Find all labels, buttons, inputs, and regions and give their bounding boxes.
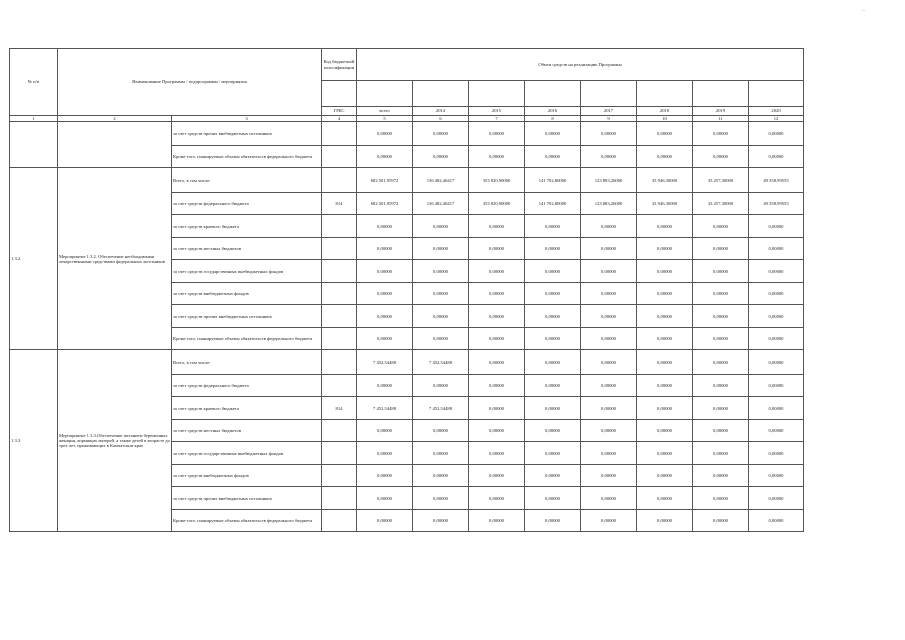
row-label: за счет средств внебюджетных фондов <box>172 283 322 305</box>
value-cell: 0,00000 <box>357 283 413 305</box>
value-cell: 0,00000 <box>637 215 693 238</box>
value-cell: 0,00000 <box>357 487 413 510</box>
value-cell: 0,00000 <box>525 238 581 260</box>
value-cell: 0,00000 <box>357 215 413 238</box>
value-cell: 0,00000 <box>469 305 525 328</box>
value-cell: 0,00000 <box>693 487 749 510</box>
value-cell: 0,00000 <box>413 146 469 168</box>
value-cell: 353 820,90000 <box>469 168 525 193</box>
value-cell: 0,00000 <box>637 238 693 260</box>
grbs-code <box>322 465 357 487</box>
value-cell: 0,00000 <box>749 420 804 442</box>
grbs-code <box>322 146 357 168</box>
row-label: Всего, в том числе: <box>172 350 322 375</box>
header-grbs: ГРБС <box>322 107 357 116</box>
value-cell: 0,00000 <box>693 122 749 146</box>
value-cell: 0,00000 <box>637 260 693 283</box>
value-cell: 0,00000 <box>693 260 749 283</box>
header-kbk: Код бюджетной классификации <box>322 49 357 81</box>
grbs-code <box>322 487 357 510</box>
value-cell: 0,00000 <box>525 375 581 397</box>
value-cell: 0,00000 <box>525 397 581 420</box>
value-cell: 0,00000 <box>469 238 525 260</box>
value-cell: 0,00000 <box>581 260 637 283</box>
value-cell: 0,00000 <box>637 465 693 487</box>
value-cell: 0,00000 <box>581 238 637 260</box>
value-cell: 0,00000 <box>581 215 637 238</box>
row-label: за счет средств прочих внебюджетных источников <box>172 487 322 510</box>
grbs-code <box>322 375 357 397</box>
column-index: 2 <box>58 116 172 122</box>
section-number: 1.3.2. <box>10 168 58 350</box>
header-blank <box>581 81 637 107</box>
value-cell: 0,00000 <box>413 328 469 350</box>
value-cell: 0,00000 <box>637 328 693 350</box>
value-cell: 0,00000 <box>637 283 693 305</box>
value-cell: 0,00000 <box>357 146 413 168</box>
value-cell: 0,00000 <box>525 328 581 350</box>
grbs-code: 814 <box>322 193 357 215</box>
value-cell: 0,00000 <box>413 487 469 510</box>
value-cell: 0,00000 <box>469 122 525 146</box>
value-cell: 0,00000 <box>749 350 804 375</box>
value-cell: 33 257,30000 <box>693 193 749 215</box>
value-cell: 0,00000 <box>525 215 581 238</box>
value-cell: 0,00000 <box>581 283 637 305</box>
value-cell: 0,00000 <box>469 215 525 238</box>
column-index: 7 <box>469 116 525 122</box>
value-cell: 0,00000 <box>413 260 469 283</box>
value-cell: 0,00000 <box>469 375 525 397</box>
header-blank <box>693 81 749 107</box>
value-cell: 0,00000 <box>413 375 469 397</box>
grbs-code <box>322 260 357 283</box>
column-index: 3 <box>172 116 322 122</box>
value-cell: 0,00000 <box>413 442 469 465</box>
value-cell: 0,00000 <box>357 305 413 328</box>
value-cell: 0,00000 <box>693 510 749 532</box>
value-cell: 0,00000 <box>637 375 693 397</box>
value-cell: 0,00000 <box>581 146 637 168</box>
value-cell: 0,00000 <box>693 375 749 397</box>
column-index: 9 <box>581 116 637 122</box>
value-cell: 0,00000 <box>581 375 637 397</box>
corner-mark: – <box>862 8 865 14</box>
row-label: за счет средств государственных внебюджетных фондов <box>172 260 322 283</box>
value-cell: 0,00000 <box>357 238 413 260</box>
value-cell: 0,00000 <box>469 510 525 532</box>
value-cell: 0,00000 <box>469 350 525 375</box>
grbs-code <box>322 168 357 193</box>
value-cell: 0,00000 <box>637 442 693 465</box>
value-cell: 0,00000 <box>525 465 581 487</box>
value-cell: 0,00000 <box>749 328 804 350</box>
value-cell: 0,00000 <box>357 465 413 487</box>
value-cell: 0,00000 <box>469 328 525 350</box>
row-label: Кроме того, планируемые объемы обязательств федерального бюджета <box>172 146 322 168</box>
value-cell: 0,00000 <box>413 510 469 532</box>
value-cell: 682 501,95972 <box>357 168 413 193</box>
value-cell: 141 702,80000 <box>525 168 581 193</box>
row-label: за счет средств краевого бюджета <box>172 397 322 420</box>
value-cell: 0,00000 <box>581 420 637 442</box>
value-cell: 0,00000 <box>693 305 749 328</box>
row-label: Всего, в том числе: <box>172 168 322 193</box>
value-cell: 0,00000 <box>749 397 804 420</box>
value-cell: 0,00000 <box>469 260 525 283</box>
value-cell: 0,00000 <box>469 442 525 465</box>
value-cell: 0,00000 <box>637 146 693 168</box>
header-volume: Объем средств на реализацию Программы <box>357 49 804 81</box>
value-cell: 0,00000 <box>413 238 469 260</box>
row-label: за счет средств краевого бюджета <box>172 215 322 238</box>
table-row <box>10 350 804 375</box>
value-cell: 0,00000 <box>413 283 469 305</box>
year-2017: 2017 <box>581 107 637 116</box>
program-funding-table <box>9 48 804 532</box>
column-index: 11 <box>693 116 749 122</box>
grbs-code <box>322 305 357 328</box>
value-cell: 0,00000 <box>469 465 525 487</box>
value-cell: 0,00000 <box>525 350 581 375</box>
value-cell: 0,00000 <box>357 510 413 532</box>
value-cell: 0,00000 <box>749 260 804 283</box>
value-cell: 0,00000 <box>357 442 413 465</box>
value-cell: 0,00000 <box>581 350 637 375</box>
value-cell: 136 482,46417 <box>413 193 469 215</box>
value-cell: 0,00000 <box>525 283 581 305</box>
year-2016: 2016 <box>525 107 581 116</box>
grbs-code <box>322 510 357 532</box>
value-cell: 0,00000 <box>357 260 413 283</box>
value-cell: 0,00000 <box>693 238 749 260</box>
value-cell: 0,00000 <box>637 122 693 146</box>
name-cell-blank <box>58 122 172 168</box>
header-blank <box>357 81 413 107</box>
value-cell: 0,00000 <box>581 397 637 420</box>
year-total: всего <box>357 107 413 116</box>
row-label: за счет средств внебюджетных фондов <box>172 465 322 487</box>
value-cell: 0,00000 <box>693 420 749 442</box>
header-blank <box>749 81 804 107</box>
value-cell: 0,00000 <box>469 397 525 420</box>
value-cell: 0,00000 <box>749 146 804 168</box>
row-label: за счет средств местных бюджетов <box>172 238 322 260</box>
value-cell: 0,00000 <box>637 305 693 328</box>
year-2018: 2018 <box>637 107 693 116</box>
value-cell: 0,00000 <box>581 328 637 350</box>
row-label: за счет средств прочих внебюджетных источников <box>172 305 322 328</box>
value-cell: 0,00000 <box>525 487 581 510</box>
value-cell: 0,00000 <box>525 122 581 146</box>
value-cell: 0,00000 <box>749 122 804 146</box>
value-cell: 0,00000 <box>749 442 804 465</box>
header-blank <box>637 81 693 107</box>
value-cell: 353 820,90000 <box>469 193 525 215</box>
value-cell: 0,00000 <box>413 122 469 146</box>
value-cell: 49 358,99555 <box>749 168 804 193</box>
value-cell: 0,00000 <box>581 510 637 532</box>
row-label: Кроме того, планируемые объемы обязательств федерального бюджета <box>172 328 322 350</box>
grbs-code <box>322 215 357 238</box>
value-cell: 123 883,26000 <box>581 168 637 193</box>
grbs-code <box>322 283 357 305</box>
value-cell: 0,00000 <box>637 510 693 532</box>
value-cell: 0,00000 <box>693 350 749 375</box>
value-cell: 0,00000 <box>749 510 804 532</box>
column-index: 12 <box>749 116 804 122</box>
header-blank <box>413 81 469 107</box>
value-cell: 0,00000 <box>525 260 581 283</box>
grbs-code <box>322 442 357 465</box>
value-cell: 136 482,46417 <box>413 168 469 193</box>
value-cell: 682 501,95972 <box>357 193 413 215</box>
value-cell: 0,00000 <box>693 283 749 305</box>
value-cell: 0,00000 <box>581 465 637 487</box>
section-name: Мероприятие 1.3.2. Обеспечение необходимыми лекарственными средствами федеральных льготников <box>58 168 172 350</box>
value-cell: 0,00000 <box>749 215 804 238</box>
value-cell: 0,00000 <box>581 442 637 465</box>
value-cell: 7 452,54488 <box>357 350 413 375</box>
value-cell: 33 946,30000 <box>637 168 693 193</box>
value-cell: 0,00000 <box>525 146 581 168</box>
value-cell: 0,00000 <box>469 283 525 305</box>
grbs-code <box>322 420 357 442</box>
header-blank <box>525 81 581 107</box>
value-cell: 0,00000 <box>637 487 693 510</box>
value-cell: 0,00000 <box>413 215 469 238</box>
value-cell: 0,00000 <box>693 215 749 238</box>
table-row <box>10 168 804 193</box>
value-cell: 123 883,26000 <box>581 193 637 215</box>
table-row <box>10 122 804 146</box>
value-cell: 0,00000 <box>357 420 413 442</box>
value-cell: 141 702,80000 <box>525 193 581 215</box>
value-cell: 0,00000 <box>693 146 749 168</box>
value-cell: 0,00000 <box>469 146 525 168</box>
grbs-code <box>322 328 357 350</box>
column-index: 4 <box>322 116 357 122</box>
value-cell: 0,00000 <box>637 350 693 375</box>
grbs-code: 814 <box>322 397 357 420</box>
value-cell: 0,00000 <box>469 420 525 442</box>
value-cell: 0,00000 <box>637 397 693 420</box>
value-cell: 0,00000 <box>749 487 804 510</box>
value-cell: 7 452,54488 <box>413 397 469 420</box>
value-cell: 0,00000 <box>581 305 637 328</box>
value-cell: 7 452,54488 <box>357 397 413 420</box>
header-number: № п/п <box>10 49 58 116</box>
value-cell: 0,00000 <box>525 305 581 328</box>
value-cell: 0,00000 <box>469 487 525 510</box>
row-label: за счет средств местных бюджетов <box>172 420 322 442</box>
year-2020: 2020 <box>749 107 804 116</box>
row-label: за счет средств федерального бюджета <box>172 375 322 397</box>
value-cell: 0,00000 <box>693 465 749 487</box>
header-name: Наименование Программы / подпрограммы / мероприятия <box>58 49 322 116</box>
value-cell: 0,00000 <box>525 510 581 532</box>
column-index: 8 <box>525 116 581 122</box>
year-2019: 2019 <box>693 107 749 116</box>
section-name: Мероприятие 1.3.3.Обеспечение питанием беременных женщин, кормящих матерей, а также детей в возрасте до трех лет, проживающих в Камчатском крае <box>58 350 172 532</box>
section-number: 1.3.3. <box>10 350 58 532</box>
value-cell: 49 358,99555 <box>749 193 804 215</box>
value-cell: 0,00000 <box>413 420 469 442</box>
column-index: 5 <box>357 116 413 122</box>
value-cell: 33 946,30000 <box>637 193 693 215</box>
row-label: за счет средств прочих внебюджетных источников <box>172 122 322 146</box>
value-cell: 0,00000 <box>525 442 581 465</box>
value-cell: 7 452,54488 <box>413 350 469 375</box>
value-cell: 0,00000 <box>749 283 804 305</box>
value-cell: 0,00000 <box>749 305 804 328</box>
value-cell: 0,00000 <box>525 420 581 442</box>
value-cell: 0,00000 <box>357 122 413 146</box>
grbs-code <box>322 122 357 146</box>
row-label: за счет средств федерального бюджета <box>172 193 322 215</box>
year-2015: 2015 <box>469 107 525 116</box>
value-cell: 0,00000 <box>749 375 804 397</box>
value-cell: 0,00000 <box>693 397 749 420</box>
grbs-code <box>322 350 357 375</box>
value-cell: 0,00000 <box>749 465 804 487</box>
year-2014: 2014 <box>413 107 469 116</box>
row-label: за счет средств государственных внебюджетных фондов <box>172 442 322 465</box>
number-cell-blank <box>10 122 58 168</box>
value-cell: 0,00000 <box>357 328 413 350</box>
column-index: 6 <box>413 116 469 122</box>
header-kbk-blank <box>322 81 357 107</box>
value-cell: 0,00000 <box>581 487 637 510</box>
value-cell: 0,00000 <box>413 305 469 328</box>
column-index: 10 <box>637 116 693 122</box>
value-cell: 0,00000 <box>693 328 749 350</box>
value-cell: 0,00000 <box>637 420 693 442</box>
column-index: 1 <box>10 116 58 122</box>
value-cell: 0,00000 <box>357 375 413 397</box>
value-cell: 0,00000 <box>581 122 637 146</box>
table-body <box>10 49 804 532</box>
header-row-1 <box>10 49 804 81</box>
value-cell: 33 257,30000 <box>693 168 749 193</box>
value-cell: 0,00000 <box>749 238 804 260</box>
value-cell: 0,00000 <box>413 465 469 487</box>
header-blank <box>469 81 525 107</box>
row-label: Кроме того, планируемые объемы обязательств федерального бюджета <box>172 510 322 532</box>
value-cell: 0,00000 <box>693 442 749 465</box>
grbs-code <box>322 238 357 260</box>
